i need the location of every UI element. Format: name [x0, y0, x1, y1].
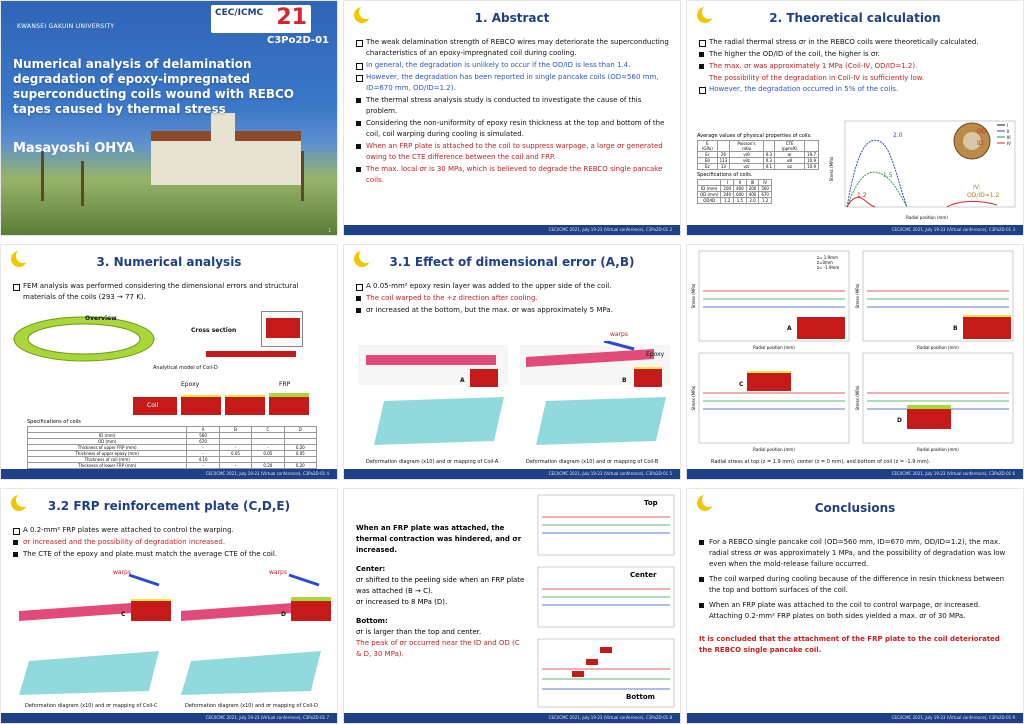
- slide-title: 3.2 FRP reinforcement plate (C,D,E): [47, 499, 291, 513]
- table-row: [28, 463, 317, 469]
- slide-numerical: [0, 244, 338, 480]
- table-cell: 0.3: [763, 152, 774, 158]
- bullet: However, the degradation has been reported in single pancake coils (OD=560 mm, ID=670 mm, OD/ID=1.2).: [356, 72, 670, 94]
- slide-theory: [686, 0, 1024, 236]
- table-cell: Ez: [698, 164, 718, 170]
- table-cell: 0.20: [284, 463, 316, 469]
- annotation: 2.0: [893, 132, 903, 139]
- bullet: A 0.2-mm² FRP plates were attached to control the warping.: [13, 525, 327, 536]
- table-cell: Eθ: [698, 158, 718, 164]
- table-cell: 19.7: [805, 152, 819, 158]
- label-c: C: [121, 611, 126, 618]
- label-b: B: [953, 325, 958, 332]
- table-cell: αθ: [775, 158, 805, 164]
- page-number: 3: [1012, 227, 1015, 232]
- table-header: C: [252, 427, 284, 433]
- table-cell: 0.05: [219, 451, 251, 457]
- bullet: FEM analysis was performed considering the dimensional errors and structural materials of the coils (293 → 77 K).: [13, 281, 327, 303]
- table-cell: 1.2: [721, 198, 734, 204]
- caption: Deformation diagram (x10) and σr mapping of Coil-B: [526, 459, 659, 465]
- table-row: [698, 164, 819, 170]
- paper-title: Numerical analysis of delamination degradation of epoxy-impregnated superconducting coils wound with REBCO tapes caused by thermal stress: [13, 57, 294, 116]
- table-cell: -: [187, 451, 219, 457]
- table-cell: 1.2: [759, 198, 772, 204]
- table-header: I: [721, 180, 734, 186]
- table-cell: 0.20: [252, 463, 284, 469]
- label-d: D: [281, 611, 286, 618]
- bullet: When an FRP plate was attached to the coil to control warpage, σr increased. Attaching 0.2-mm² FRP plates on both sides yielded a max. σr of 30 MPa.: [699, 600, 1013, 622]
- table-cell: 4.10: [187, 457, 219, 463]
- table-cell: 400: [734, 186, 747, 192]
- slide-discussion: [343, 488, 681, 724]
- page-number: 8: [669, 715, 672, 720]
- label-a: A: [787, 325, 792, 332]
- deformation-diagrams: [354, 341, 674, 457]
- bullet: The radial thermal stress σr in the REBCO coils were theoretically calculated.: [699, 37, 1013, 48]
- label-b: B: [622, 377, 627, 384]
- table-cell: 200: [721, 186, 734, 192]
- table-cell: 560: [759, 186, 772, 192]
- slide-radial-stress: [686, 244, 1024, 480]
- page-number: 2: [669, 227, 672, 232]
- paper-code: C3Po2D-01: [266, 35, 329, 46]
- footer: CEC/ICMC 2021, July 19-23 (Virtual conference), C3Po2D-01: [548, 715, 669, 720]
- table-caption: Specifications of coils.: [697, 172, 753, 178]
- bullet: The CTE of the epoxy and plate must match the average CTE of the coil.: [13, 549, 327, 560]
- y-axis-label: Stress (MPa): [691, 385, 696, 411]
- warps-label: warps: [113, 569, 131, 576]
- table-cell: 10.9: [805, 164, 819, 170]
- overview-label: Overview: [85, 315, 117, 322]
- table-cell: 10.9: [805, 158, 819, 164]
- page-number: 7: [326, 715, 329, 720]
- chart-panel: [699, 353, 849, 443]
- x-axis-label: Radial position (mm): [753, 345, 795, 350]
- table-cell: 0.05: [284, 451, 316, 457]
- frp-label: FRP: [279, 381, 291, 388]
- footer: CEC/ICMC 2021, July 19-23 (Virtual conference), C3Po2D-01: [548, 471, 669, 476]
- table-cell: 240: [721, 192, 734, 198]
- footer: CEC/ICMC 2021, July 19-23 (Virtual conference), C3Po2D-01: [548, 227, 669, 232]
- warps-label: warps: [269, 569, 287, 576]
- annotation: 1.2: [857, 192, 867, 199]
- table-cell: αz: [775, 164, 805, 170]
- table-cell: 670: [187, 439, 219, 445]
- table-cell: νrθ: [730, 152, 763, 158]
- table-cell: 26: [717, 152, 730, 158]
- table-cell: 600: [734, 192, 747, 198]
- author: Masayoshi OHYA: [13, 141, 135, 156]
- table-cell: 0.05: [252, 451, 284, 457]
- bottom-text-1: σr is larger than the top and center.: [356, 628, 482, 636]
- y-axis-label: Stress (MPa): [691, 283, 696, 309]
- bullet: The thermal stress analysis study is conducted to investigate the cause of this problem.: [356, 95, 670, 117]
- label-c: C: [739, 381, 744, 388]
- annotation: 1.5: [883, 172, 893, 179]
- table-cell: Thickness of upper FRP (mm): [28, 445, 187, 451]
- y-axis-label: Stress (MPa): [855, 385, 860, 411]
- paragraph: When an FRP plate was attached, the thermal contraction was hindered, and σr increased.: [356, 524, 522, 554]
- slide-title: 2. Theoretical calculation: [769, 11, 941, 25]
- table-header: CTE (ppm/K): [775, 141, 805, 152]
- annotation: IV:: [973, 184, 981, 191]
- legend-entry: III: [1007, 135, 1011, 140]
- table-cell: 1.5: [734, 198, 747, 204]
- bottom-heading: Bottom:: [356, 617, 388, 625]
- bullet: The weak delamination strength of REBCO wires may deteriorate the superconducting characteristics of an epoxy-impregnated coil during cooling.: [356, 37, 670, 59]
- legend-entry: z= -1.9mm: [817, 265, 840, 270]
- bullet: The max. σr was approximately 1 MPa (Coil-IV, OD/ID=1.2).: [699, 61, 1013, 72]
- caption: Deformation diagram (x10) and σr mapping of Coil-C: [25, 703, 158, 709]
- annotation: OD/ID=1.2: [967, 192, 1000, 199]
- conclusion-statement: It is concluded that the attachment of the FRP plate to the coil deteriorated the REBCO single pancake coil.: [699, 635, 1000, 654]
- bullet: A 0.05-mm² epoxy resin layer was added to the upper side of the coil.: [356, 281, 670, 292]
- table-header: D: [284, 427, 316, 433]
- table-cell: Er: [698, 152, 718, 158]
- table-cell: 13: [717, 164, 730, 170]
- table-caption: Average values of physical properties of coils.: [697, 133, 812, 139]
- table-cell: -: [187, 445, 219, 451]
- table-cell: 670: [759, 192, 772, 198]
- epoxy-label: Epoxy: [181, 381, 200, 388]
- table-header: [763, 141, 774, 152]
- photo-label: OD: [977, 128, 987, 135]
- warps-label: warps: [610, 331, 628, 338]
- legend-entry: II: [1007, 129, 1010, 134]
- table-cell: Thickness of upper epoxy (mm): [28, 451, 187, 457]
- table-header: Poisson's ratio: [730, 141, 763, 152]
- label-d: D: [897, 417, 902, 424]
- table-cell: -: [187, 463, 219, 469]
- coil-strip: [206, 351, 296, 357]
- footer: CEC/ICMC 2021, July 19-23 (Virtual conference), C3Po2D-01: [205, 471, 326, 476]
- table-cell: 400: [746, 192, 759, 198]
- table-cell: OD/ID: [698, 198, 721, 204]
- table-cell: ID (mm): [28, 433, 187, 439]
- property-tables: [697, 131, 819, 204]
- caption: Deformation diagram (x10) and σr mapping of Coil-D: [185, 703, 318, 709]
- conference-logo: [211, 5, 311, 33]
- table-header: E (GPa): [698, 141, 718, 152]
- table-cell: Thickness of coil (mm): [28, 457, 187, 463]
- specs-table: [697, 179, 772, 204]
- model-caption: Analytical model of Coil-D: [153, 365, 218, 371]
- bullet: When an FRP plate is attached to the coil to suppress warpage, a large σr generated owing to the CTE difference between the coil and FRP.: [356, 141, 670, 163]
- conference-year: 21: [276, 5, 307, 30]
- table-caption: Specifications of coils: [27, 419, 81, 425]
- coil-overview: [9, 309, 159, 365]
- spec-section: [27, 417, 317, 469]
- slide-title: Conclusions: [814, 501, 896, 515]
- cross-section-label: Cross section: [191, 327, 237, 334]
- slide-abstract: [343, 0, 681, 236]
- legend-entry: z= 1.9mm: [817, 255, 838, 260]
- stress-charts: [687, 245, 1024, 459]
- table-header: III: [746, 180, 759, 186]
- table-cell: 113: [717, 158, 730, 164]
- bottom-label: Bottom: [626, 693, 655, 701]
- frp-diagrams: [9, 571, 333, 701]
- table-cell: -: [219, 445, 251, 451]
- table-cell: 200: [746, 186, 759, 192]
- bullet: However, the degradation occurred in 5% of the coils.: [699, 84, 1013, 95]
- table-cell: αr: [775, 152, 805, 158]
- epoxy-label: Epoxy: [646, 351, 665, 358]
- center-text-2: σr increased to 8 MPa (D).: [356, 598, 448, 606]
- table-cell: ID (mm): [698, 186, 721, 192]
- conference-name: CEC/ICMC: [215, 8, 264, 18]
- top-center-bottom-charts: [532, 493, 678, 713]
- table-cell: 560: [187, 433, 219, 439]
- slide-frp: [0, 488, 338, 724]
- bullet: The coil warped to the +z direction after cooling.: [356, 293, 670, 304]
- university-name: KWANSEI GAKUIN UNIVERSITY: [17, 23, 115, 30]
- table-row: [698, 198, 772, 204]
- table-header: A: [187, 427, 219, 433]
- table-cell: -: [252, 445, 284, 451]
- slide-title: 1. Abstract: [474, 11, 550, 25]
- table-header: IV: [759, 180, 772, 186]
- page-number: 6: [1012, 471, 1015, 476]
- x-axis-label: Radial position (mm): [753, 447, 795, 452]
- y-axis-label: Stress (MPa): [829, 156, 834, 182]
- table-cell: -: [219, 463, 251, 469]
- bullet: The max. local σr is 30 MPa, which is believed to degrade the REBCO single pancake coils.: [356, 164, 670, 186]
- bullet: σr increased and the possibility of degradation increased.: [13, 537, 327, 548]
- stress-chart: [827, 119, 1023, 223]
- center-text-1: σr shifted to the peeling side when an FRP plate was attached (B → C).: [356, 576, 525, 595]
- table-cell: 0.3: [763, 158, 774, 164]
- caption: Radial stress at top (z = 1.9 mm), center (z = 0 mm), and bottom of coil (z = -1.9 mm).: [711, 459, 931, 465]
- footer: CEC/ICMC 2021, July 19-23 (Virtual conference), C3Po2D-01: [891, 471, 1012, 476]
- legend-entry: z=0mm: [817, 260, 833, 265]
- bullet: σr increased at the bottom, but the max. σr was approximately 5 MPa.: [356, 305, 670, 316]
- properties-table: [697, 140, 819, 170]
- bullet: The coil warped during cooling because of the difference in resin thickness between the top and bottom surfaces of the coil.: [699, 574, 1013, 596]
- x-axis-label: Radial position (mm): [906, 215, 948, 220]
- label-a: A: [460, 377, 465, 384]
- page-number: 4: [326, 471, 329, 476]
- chart-panel: [863, 353, 1013, 443]
- table-cell: OD (mm): [698, 192, 721, 198]
- slide-effect-ab: [343, 244, 681, 480]
- bullet: In general, the degradation is unlikely to occur if the OD/ID is less than 1.4.: [356, 60, 670, 71]
- table-cell: Thickness of lower FRP (mm): [28, 463, 187, 469]
- bottom-text-2: The peak of σr occurred near the ID and OD (C & D, 30 MPa).: [356, 639, 520, 658]
- slide-title: 3.1 Effect of dimensional error (A,B): [389, 255, 635, 269]
- footer: CEC/ICMC 2021, July 19-23 (Virtual conference), C3Po2D-01: [891, 715, 1012, 720]
- slide-title: 3. Numerical analysis: [96, 255, 242, 269]
- bullet: Considering the non-uniformity of epoxy resin thickness at the top and bottom of the coil, coil warping during cooling is simulated.: [356, 118, 670, 140]
- page-number: 1: [328, 228, 331, 233]
- footer: CEC/ICMC 2021, July 19-23 (Virtual conference), C3Po2D-01: [205, 715, 326, 720]
- table-cell: νzr: [730, 164, 763, 170]
- page-number: 5: [669, 471, 672, 476]
- center-label: Center: [630, 571, 657, 579]
- slide-conclusions: [686, 488, 1024, 724]
- table-cell: 2.0: [746, 198, 759, 204]
- x-axis-label: Radial position (mm): [917, 447, 959, 452]
- top-label: Top: [644, 499, 658, 507]
- bullet: For a REBCO single pancake coil (OD=560 mm, ID=670 mm, OD/ID=1.2), the max. radial stress σr was approximately 1 MPa, and the possibility of degradation was low even when the mold-release failure occurred.: [699, 537, 1013, 570]
- caption: Deformation diagram (x10) and σr mapping of Coil-A: [366, 459, 499, 465]
- slide-title: [0, 0, 338, 236]
- legend-entry: IV: [1007, 141, 1011, 146]
- table-header: [717, 141, 730, 152]
- y-axis-label: Stress (MPa): [855, 283, 860, 309]
- bullet-sub: The possibility of the degradation in Coil-IV is sufficiently low.: [709, 74, 925, 82]
- table-cell: 0.1: [763, 164, 774, 170]
- cross-section-image: [261, 311, 303, 347]
- table-cell: OD (mm): [28, 439, 187, 445]
- table-cell: 0.20: [284, 445, 316, 451]
- bullet: The higher the OD/ID of the coil, the higher is σr.: [699, 49, 1013, 60]
- table-header: II: [734, 180, 747, 186]
- table-header: B: [219, 427, 251, 433]
- x-axis-label: Radial position (mm): [917, 345, 959, 350]
- photo-label: ID: [977, 140, 984, 147]
- footer: CEC/ICMC 2021, July 19-23 (Virtual conference), C3Po2D-01: [891, 227, 1012, 232]
- center-heading: Center:: [356, 565, 386, 573]
- table-cell: νθz: [730, 158, 763, 164]
- coil-spec-table: [27, 426, 317, 469]
- coil-label: Coil: [147, 402, 159, 409]
- legend-entry: I: [1007, 123, 1009, 128]
- table-header: [805, 141, 819, 152]
- page-number: 9: [1012, 715, 1015, 720]
